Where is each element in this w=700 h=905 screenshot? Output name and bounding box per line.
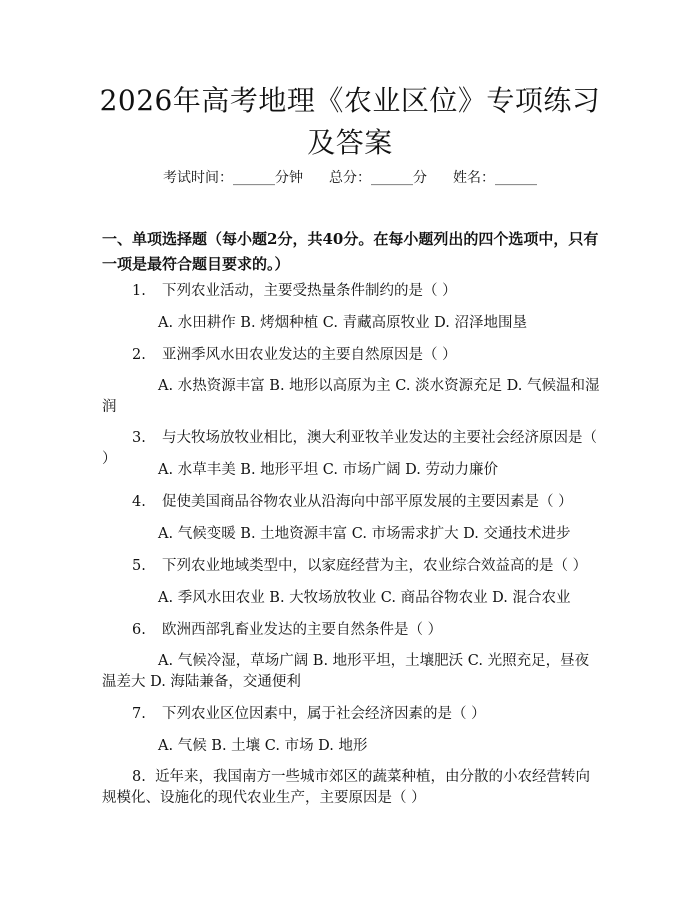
question-text: 下列农业区位因素中，属于社会经济因素的是（ ） (162, 706, 486, 722)
exam-info-line (0, 168, 700, 188)
question-number: 8. (132, 769, 146, 785)
question-number: 2. (132, 347, 146, 363)
question-text: 亚洲季风水田农业发达的主要自然原因是（ ） (162, 347, 457, 363)
question-text: 近年来，我国南方一些城市郊区的蔬菜种植，由分散的小农经营转向规模化、设施化的现代农业生产，主要原因是（ ） (102, 769, 591, 806)
question-number: 3. (132, 430, 146, 446)
student-name-field: 姓名：______ (453, 170, 537, 186)
question-text: 下列农业活动，主要受热量条件制约的是（ ） (162, 283, 457, 299)
question-5-options (102, 588, 602, 609)
options-text: A. 气候变暖 B. 土地资源丰富 C. 市场需求扩大 D. 交通技术进步 (158, 526, 571, 542)
question-1 (102, 281, 602, 302)
question-number: 4. (132, 494, 146, 510)
question-4-options (102, 524, 602, 545)
question-2-options (102, 376, 602, 418)
options-text: A. 季风水田农业 B. 大牧场放牧业 C. 商品谷物农业 D. 混合农业 (158, 590, 571, 606)
question-3-options (102, 460, 602, 481)
question-number: 6. (132, 622, 146, 638)
question-7-options (102, 736, 602, 757)
question-1-options (102, 313, 602, 334)
options-text: A. 水田耕作 B. 烤烟种植 C. 青藏高原牧业 D. 沼泽地围垦 (158, 315, 528, 331)
question-text: 下列农业地域类型中，以家庭经营为主，农业综合效益高的是（ ） (162, 558, 588, 574)
question-number: 1. (132, 283, 146, 299)
question-text: 与大牧场放牧业相比，澳大利亚牧羊业发达的主要社会经济原因是（ ） (102, 430, 597, 467)
options-text: A. 气候冷湿，草场广阔 B. 地形平坦，土壤肥沃 C. 光照充足，昼夜温差大 D. 海陆兼备，交通便利 (102, 653, 590, 690)
exam-time-field: 考试时间：______分钟 (163, 170, 303, 186)
options-text: A. 气候 B. 土壤 C. 市场 D. 地形 (158, 738, 368, 754)
document-title: 2026年高考地理《农业区位》专项练习及答案 (99, 84, 601, 159)
options-text: A. 水热资源丰富 B. 地形以高原为主 C. 淡水资源充足 D. 气候温和湿润 (102, 378, 600, 415)
question-6 (102, 620, 602, 641)
question-8 (102, 767, 602, 809)
question-5 (102, 556, 602, 577)
total-score-field: 总分：______分 (329, 170, 427, 186)
question-number: 7. (132, 706, 146, 722)
question-text: 欧洲西部乳畜业发达的主要自然条件是（ ） (162, 622, 443, 638)
question-text: 促使美国商品谷物农业从沿海向中部平原发展的主要因素是（ ） (162, 494, 573, 510)
section-heading: 一、单项选择题（每小题2分，共40分。在每小题列出的四个选项中，只有一项是最符合题目要求的。） (102, 230, 599, 273)
question-2 (102, 345, 602, 366)
options-text: A. 水草丰美 B. 地形平坦 C. 市场广阔 D. 劳动力廉价 (158, 462, 499, 478)
question-6-options (102, 651, 602, 693)
question-4 (102, 492, 602, 513)
question-7 (102, 704, 602, 725)
question-number: 5. (132, 558, 146, 574)
